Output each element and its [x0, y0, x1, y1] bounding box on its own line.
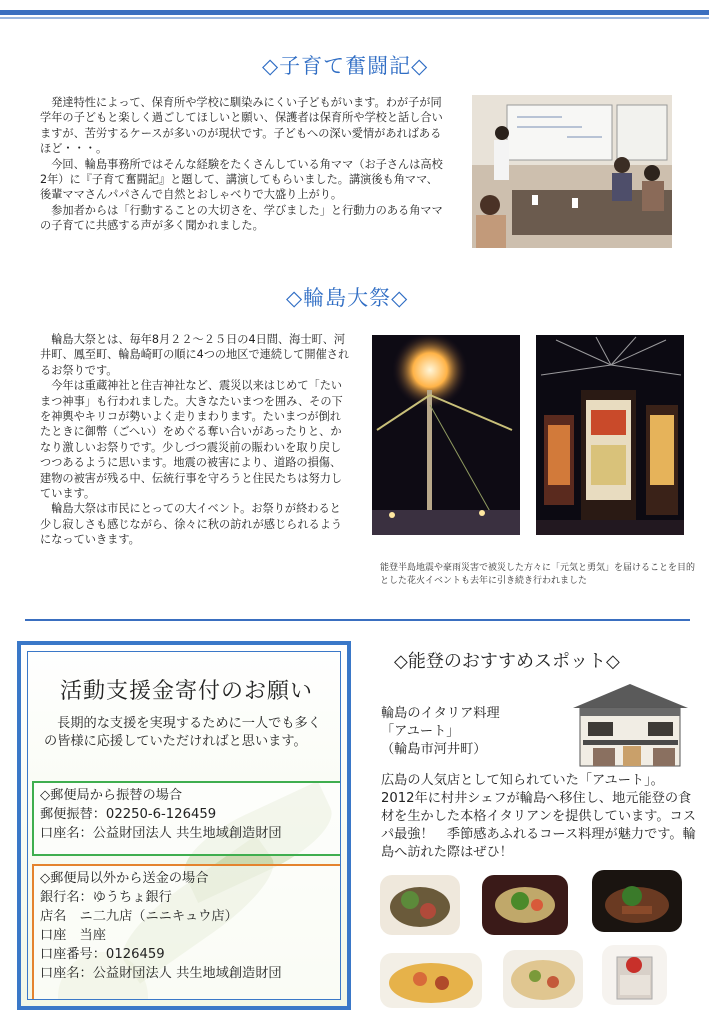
bank-name: 銀行名：ゆうちょ銀行 — [40, 890, 172, 905]
torch-festival-photo — [372, 335, 520, 535]
kosodate-paragraph-3: 参加者からは「行動することの大切さを、学びました」と行動力のある角ママの子育てに共感する声が多く聞かれました。 — [40, 203, 443, 233]
dish-photo — [602, 945, 667, 1005]
bank-transfer-box — [32, 864, 341, 1000]
kosodate-paragraph-1: 発達特性によって、保育所や学校に馴染みにくい子どもがいます。わが子が同学年の子どもと楽しく過ごしてほしいと願い、保護者は保育所や学校と話し合いますが、苦労するケースが多いのが現状です。子どもへの深い愛情があればあるほど・・・。 — [40, 96, 443, 156]
kosodate-text — [40, 95, 447, 234]
dish-photo — [482, 875, 568, 935]
section-divider — [25, 619, 690, 621]
taisai-text — [40, 332, 350, 548]
top-rule-thin — [0, 17, 709, 19]
postal-transfer-heading: ◇郵便局から振替の場合 — [40, 788, 183, 803]
spot-name-line: 「アユート」 — [381, 724, 460, 739]
dish-photo — [380, 875, 460, 935]
branch-name: 店名 ニ二九店（ニニキュウ店） — [40, 909, 238, 924]
dish-photo — [503, 950, 583, 1008]
section-title-kosodate: ◇子育て奮闘記◇ — [262, 54, 429, 78]
donation-body: 長期的な支援を実現するために一人でも多くの皆様に応援していただければと思います。 — [44, 716, 321, 749]
donation-panel — [17, 641, 351, 1010]
dish-photo — [380, 953, 482, 1008]
fireworks-caption: 能登半島地震や豪雨災害で被災した方々に「元気と勇気」を届けることを目的とした花火イベントも去年に引き続き行われました — [380, 563, 696, 586]
bank-account-name: 口座名：公益財団法人 共生地域創造財団 — [40, 966, 282, 981]
postal-transfer-box — [32, 781, 341, 856]
section-title-wajima-taisai: ◇輪島大祭◇ — [286, 286, 409, 310]
spot-name — [381, 705, 500, 759]
postal-account-name: 口座名：公益財団法人 共生地域創造財団 — [40, 826, 282, 841]
spot-name-line: 輪島のイタリア料理 — [381, 706, 500, 721]
spot-description: 広島の人気店として知られていた「アユート」。2012年に村井シェフが輪島へ移住し、地元能登の食材を生かした本格イタリアンを提供しています。コスパ最強！ 季節感あふれるコース料理が魅力です。輪島へ訪れた際はぜひ！ — [381, 773, 696, 860]
kiriko-lantern-photo — [536, 335, 684, 535]
account-type: 口座 当座 — [40, 928, 106, 943]
postal-transfer-number: 郵便振替：02250-6-126459 — [40, 807, 217, 822]
taisai-paragraph-2: 今年は重蔵神社と住吉神社など、震災以来はじめて「たいまつ神事」も行われました。大きなたいまつを囲み、その下を神輿やキリコが勢いよく走りまわります。たいまつが倒れたときに御幣（ごへい）をめぐる奪い合いがあったりと、かなり激しいお祭りです。少しづつ震災前の賑わいを取り戻しつつあるように思います。地震の被害により、道路の損傷、建物の被害が残る中、伝統行事を守ろうと住民たちは努力しています。 — [40, 379, 343, 501]
spot-name-line: （輪島市河井町） — [381, 742, 487, 757]
account-number: 口座番号：0126459 — [40, 947, 165, 962]
bank-transfer-heading: ◇郵便局以外から送金の場合 — [40, 871, 209, 886]
kosodate-paragraph-2: 今回、輪島事務所ではそんな経験をたくさんしている角ママ（お子さんは高校2年）に『子育て奮闘記』と題して、講演してもらいました。講演後も角ママ、後輩ママさんパパさんで自然とおしゃべりで大盛り上がり。 — [40, 157, 443, 202]
dish-photo — [592, 870, 682, 932]
donation-title: 活動支援金寄付のお願い — [60, 679, 314, 704]
spot-title: ◇能登のおすすめスポット◇ — [394, 651, 620, 672]
taisai-paragraph-1: 輪島大祭とは、毎年8月２２～２５日の4日間、海士町、河井町、鳳至町、輪島崎町の順に4つの地区で連続して開催されるお祭りです。 — [40, 333, 350, 377]
donation-panel-inner — [27, 651, 341, 1000]
taisai-paragraph-3: 輪島大祭は市民にとっての大イベント。お祭りが終わると少し寂しさも感じながら、徐々に秋の訪れが感じられるようになっていきます。 — [40, 502, 343, 547]
top-rule — [0, 10, 709, 15]
restaurant-building-photo — [568, 680, 693, 768]
lecture-photo — [472, 95, 672, 248]
